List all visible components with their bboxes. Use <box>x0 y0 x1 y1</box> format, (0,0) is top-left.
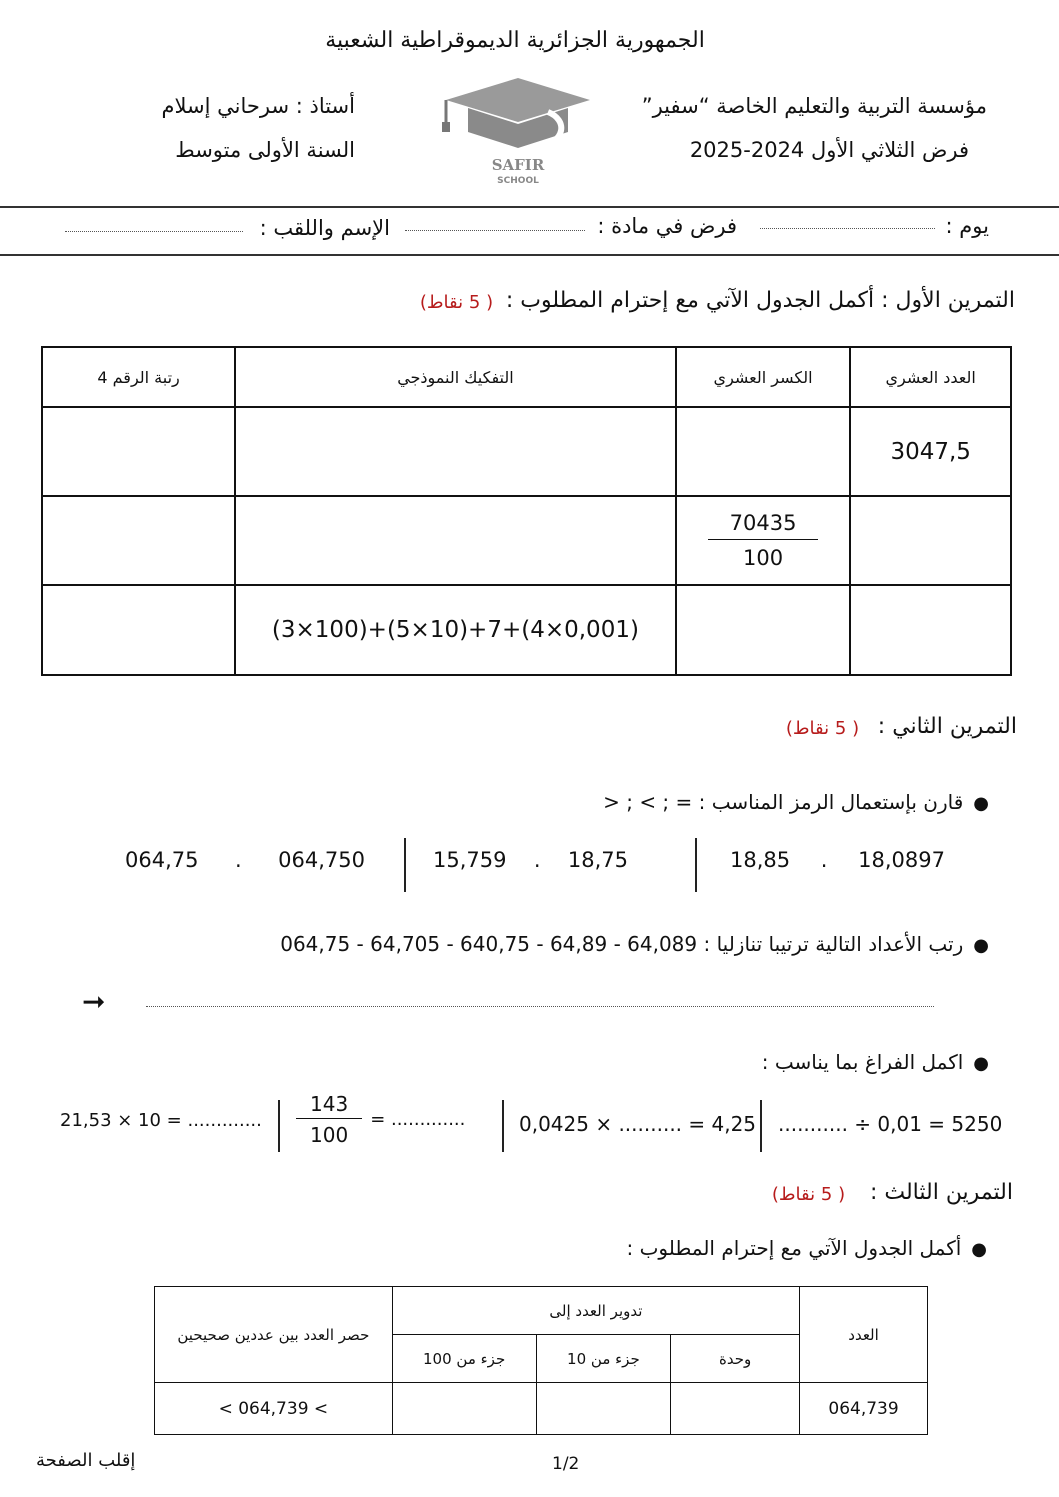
unit-header: وحدة <box>671 1335 800 1383</box>
bounds-value: < 064,739 < <box>218 1398 329 1419</box>
fill-item-1[interactable]: ........... ÷ 0,01 = 5250 <box>778 1112 1003 1136</box>
bullet-icon: ● <box>973 1053 989 1074</box>
level-label: السنة الأولى متوسط <box>175 138 355 162</box>
name-blank[interactable] <box>65 231 243 232</box>
exercise3-instruction-line <box>567 1236 987 1260</box>
col-fraction-header: الكسر العشري <box>676 347 851 407</box>
subject-label: فرض في مادة : <box>597 214 737 238</box>
day-label: يوم : <box>945 214 989 238</box>
bounds-header: حصر العدد بين عددين صحيحين <box>155 1287 393 1383</box>
pair1-sep[interactable]: . <box>820 848 828 872</box>
number-cell <box>800 1383 928 1435</box>
row3-rank-cell[interactable] <box>42 585 235 675</box>
compare-instruction: قارن بإستعمال الرمز المناسب : = ; > ; < <box>603 790 964 814</box>
hundredth-header: جزء من 100 <box>392 1335 536 1383</box>
divider <box>404 838 406 892</box>
school-logo <box>438 72 598 192</box>
pair2-left: 18,75 <box>567 848 628 872</box>
row3-decomposition-cell <box>235 585 676 675</box>
pair3-sep[interactable]: . <box>234 848 242 872</box>
republic-title: الجمهورية الجزائرية الديموقراطية الشعبية <box>325 28 705 53</box>
name-label: الإسم واللقب : <box>259 216 390 240</box>
row3-fraction-cell[interactable] <box>676 585 851 675</box>
fill-instruction: اكمل الفراغ بما يناسب : <box>761 1050 964 1074</box>
compare-pair-2 <box>433 848 628 872</box>
fill-item-3[interactable] <box>296 1092 465 1147</box>
row1-fraction-cell[interactable] <box>676 407 851 496</box>
item3-rest: = ............. <box>370 1109 466 1130</box>
pair2-right: 15,759 <box>433 848 507 872</box>
logo-subtext: SCHOOL <box>497 176 539 186</box>
pair2-sep[interactable]: . <box>533 848 541 872</box>
teacher-label: أستاذ : سرحاني إسلام <box>161 94 355 118</box>
day-blank[interactable] <box>760 228 935 229</box>
hundredth-cell[interactable] <box>392 1383 536 1435</box>
row1-decimal-cell <box>850 407 1011 496</box>
divider <box>278 1100 280 1152</box>
bullet-icon: ● <box>973 935 989 956</box>
fill-item-2[interactable]: 0,0425 × .......... = 4,25 <box>519 1112 757 1136</box>
compare-instruction-line <box>469 790 989 814</box>
row2-rank-cell[interactable] <box>42 496 235 585</box>
pair3-right: 064,75 <box>125 848 199 872</box>
compare-pair-1 <box>730 848 945 872</box>
info-bottom-rule <box>0 254 1059 256</box>
subject-blank[interactable] <box>405 230 585 231</box>
exam-title: فرض الثلاثي الأول 2024-2025 <box>689 138 969 162</box>
bounds-cell[interactable] <box>155 1383 393 1435</box>
divider <box>760 1100 762 1152</box>
row1-decomposition-cell[interactable] <box>235 407 676 496</box>
exercise3-table <box>154 1286 928 1435</box>
logo-text: SAFIR <box>491 156 545 174</box>
order-line <box>229 932 989 956</box>
exercise2-points: ( 5 نقاط) <box>785 718 860 739</box>
col-rank-header: رتبة الرقم 4 <box>42 347 235 407</box>
school-name: مؤسسة التربية والتعليم الخاصة “سفير” <box>641 94 987 118</box>
arrow-right-icon: ➞ <box>82 985 106 1018</box>
bullet-icon: ● <box>973 793 989 814</box>
row1-decimal-value: 3047,5 <box>890 438 971 465</box>
col-decomposition-header: التفكيك النموذجي <box>235 347 676 407</box>
info-top-rule <box>0 206 1059 208</box>
number-header: العدد <box>800 1287 928 1383</box>
turn-page-label: إقلب الصفحة <box>36 1450 136 1471</box>
row2-numerator: 70435 <box>708 511 819 540</box>
pair1-right: 18,85 <box>730 848 791 872</box>
row3-decomposition-value: (3×100)+(5×10)+7+(4×0,001) <box>271 617 639 643</box>
item3-fraction <box>296 1092 362 1147</box>
exercise1-title: التمرين الأول : أكمل الجدول الآتي مع إحترام المطلوب : <box>505 288 1015 313</box>
exercise2-title: التمرين الثاني : <box>877 714 1017 739</box>
row1-rank-cell[interactable] <box>42 407 235 496</box>
compare-pair-3 <box>125 848 365 872</box>
divider <box>502 1100 504 1152</box>
exercise3-title: التمرين الثالث : <box>869 1180 1013 1205</box>
row2-fraction-cell <box>676 496 851 585</box>
pair1-left: 18,0897 <box>858 848 945 872</box>
row3-decimal-cell[interactable] <box>850 585 1011 675</box>
order-numbers: 064,75 - 64,705 - 640,75 - 64,89 - 64,089 <box>280 932 698 956</box>
order-instruction: رتب الأعداد التالية ترتيبا تنازليا : <box>703 932 964 956</box>
col-decimal-header: العدد العشري <box>850 347 1011 407</box>
exercise3-points: ( 5 نقاط) <box>771 1184 846 1205</box>
exercise3-instruction: أكمل الجدول الآتي مع إحترام المطلوب : <box>626 1236 962 1260</box>
rounding-header: تدوير العدد إلى <box>392 1287 799 1335</box>
number-value: 064,739 <box>828 1398 899 1419</box>
exercise1-points: ( 5 نقاط) <box>419 292 494 313</box>
order-answer-blank[interactable] <box>146 1006 934 1007</box>
pair3-left: 064,750 <box>278 848 365 872</box>
row2-decimal-cell[interactable] <box>850 496 1011 585</box>
tenth-header: جزء من 10 <box>536 1335 671 1383</box>
fill-instruction-line <box>669 1050 989 1074</box>
exercise1-table <box>41 346 1012 676</box>
item3-numerator: 143 <box>296 1092 362 1119</box>
item3-denominator: 100 <box>310 1123 349 1147</box>
row2-fraction <box>708 511 819 570</box>
row2-denominator: 100 <box>743 546 784 570</box>
page-number: 1/2 <box>552 1454 580 1474</box>
divider <box>695 838 697 892</box>
bullet-icon: ● <box>971 1239 987 1260</box>
tenth-cell[interactable] <box>536 1383 671 1435</box>
unit-cell[interactable] <box>671 1383 800 1435</box>
graduation-cap-icon <box>438 72 598 192</box>
fill-item-4[interactable]: 21,53 × 10 = ............. <box>60 1110 262 1131</box>
row2-decomposition-cell[interactable] <box>235 496 676 585</box>
